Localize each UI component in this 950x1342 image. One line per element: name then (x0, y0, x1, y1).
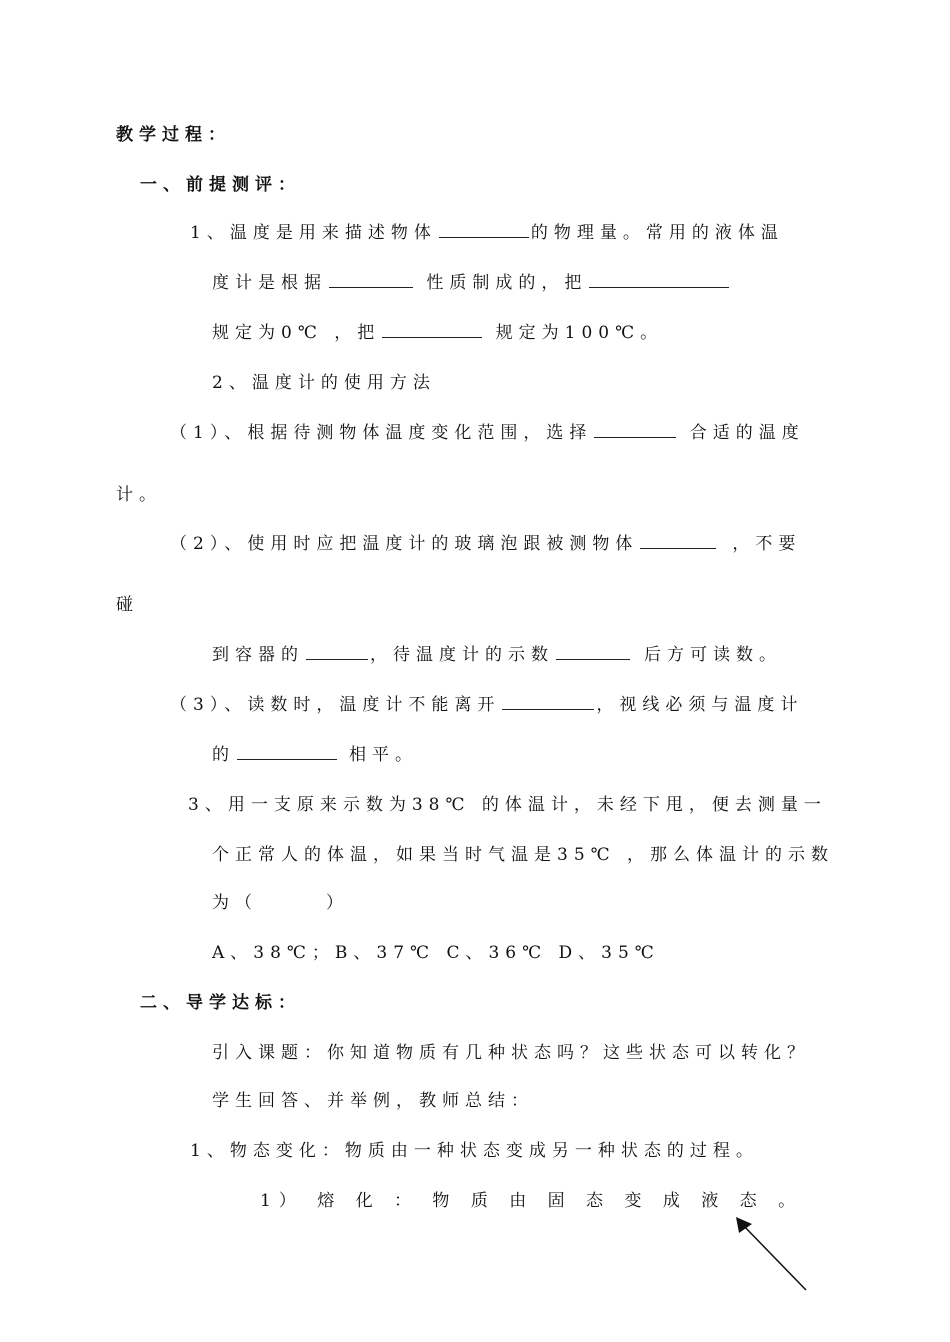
melting-line: 1） 熔 化 ： 物 质 由 固 态 变 成 液 态 。 (260, 1191, 804, 1211)
q2-p2-text-b: ，不要 (732, 534, 802, 554)
q2-p1-text-a: （1）、根据待测物体温度变化范围，选择 (170, 423, 593, 443)
q2-p3-text-c: 的 (212, 745, 235, 765)
q3-options: A、38℃；B、37℃ C、36℃ D、35℃ (212, 943, 660, 963)
q2-p2-text-e: ，待温度计的示数 (370, 645, 554, 665)
definition-1: 1、物态变化：物质由一种状态变成另一种状态的过程。 (190, 1141, 759, 1161)
q3-text-b: ） (326, 893, 349, 913)
section2-student: 学生回答、并举例，教师总结： (212, 1091, 534, 1111)
q3-text-a: 为（ (212, 893, 258, 913)
q1-text-a: 1、温度是用来描述物体 (190, 223, 437, 243)
q1-text-e: 规定为0℃ ，把 (212, 323, 381, 343)
q3-line1: 3、用一支原来示数为38℃ 的体温计，未经下甩，便去测量一 (188, 795, 827, 815)
doc-heading: 教学过程： (116, 125, 231, 145)
q2-p3-text-a: （3）、读数时，温度计不能离开 (170, 695, 501, 715)
section1-title: 一、前提测评： (140, 175, 301, 195)
section2-intro: 引入课题：你知道物质有几种状态吗？这些状态可以转化？ (212, 1043, 810, 1063)
section2-title: 二、导学达标： (140, 993, 301, 1013)
q2-p3-text-d: 相平。 (349, 745, 418, 765)
q2-p3-text-b: ，视线必须与温度计 (596, 695, 804, 715)
q2-p2-line2: 碰 (116, 595, 139, 615)
q3-line2: 个正常人的体温，如果当时气温是35℃ ，那么体温计的示数 (212, 845, 835, 865)
q2-p1-line2: 计。 (116, 485, 162, 505)
q1-text-b: 的物理量。常用的液体温 (530, 223, 784, 243)
q2-p2-text-f: 后方可读数。 (644, 645, 782, 665)
q2-p2-text-d: 到容器的 (212, 645, 304, 665)
q2-p1-text-b: 合适的温度 (689, 423, 805, 443)
q2-title: 2、温度计的使用方法 (212, 373, 436, 393)
q1-text-c: 度计是根据 (212, 273, 327, 293)
q2-p2-text-a: （2）、使用时应把温度计的玻璃泡跟被测物体 (170, 534, 639, 554)
q1-text-f: 规定为100℃。 (495, 323, 664, 343)
q1-text-d: 性质制成的，把 (426, 273, 588, 293)
